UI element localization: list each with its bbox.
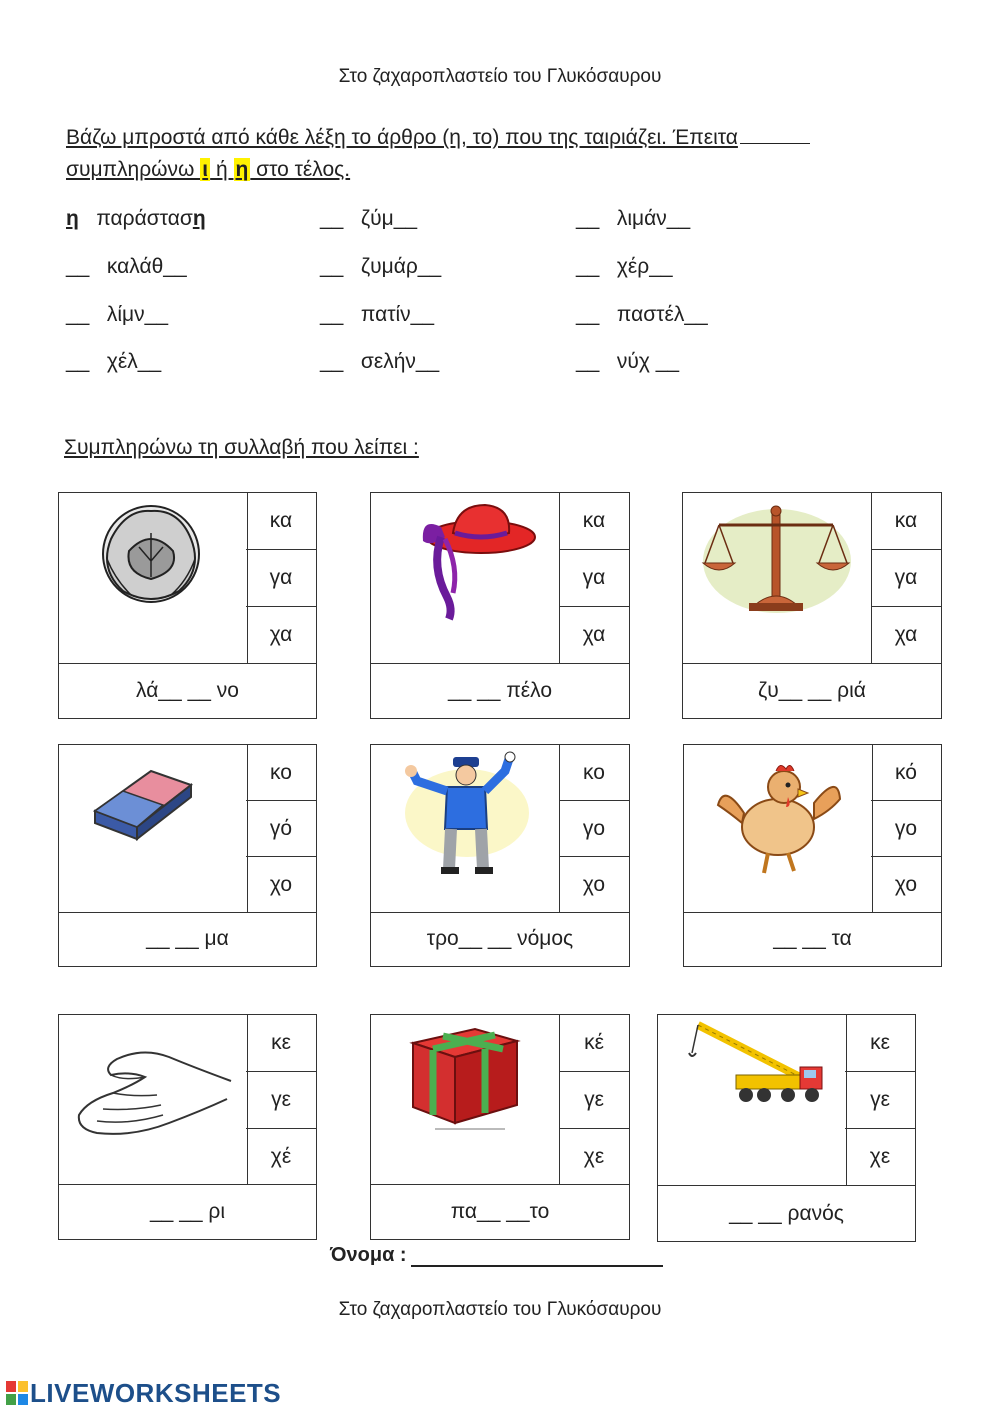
picture-cell [59, 1015, 248, 1185]
cabbage-icon [91, 499, 211, 609]
traffic-officer-icon [397, 751, 537, 881]
syllable-card [58, 744, 317, 967]
option-1[interactable]: κο [246, 745, 316, 801]
picture-cell [371, 745, 560, 913]
option-2[interactable]: γό [246, 801, 316, 857]
option-1[interactable]: κε [845, 1015, 915, 1072]
word-item[interactable]: __ ζύμ__ [320, 207, 418, 230]
liveworksheets-logo[interactable] [6, 1378, 281, 1409]
word-item[interactable]: __ πατίν__ [320, 303, 435, 326]
picture-cell [59, 745, 248, 913]
word-item[interactable]: η παράσταση [66, 207, 206, 230]
gift-box-icon [405, 1023, 525, 1133]
option-3[interactable]: χα [559, 607, 629, 664]
hand-icon [73, 1037, 233, 1147]
instructions-line-1: Βάζω μπροστά από κάθε λέξη το άρθρο (η, το) που της ταιριάζει. Έπειτα [66, 122, 936, 154]
word-blank[interactable]: λά__ __ νο [136, 678, 239, 702]
option-1[interactable]: κό [871, 745, 941, 801]
picture-cell [59, 493, 248, 664]
word-blank[interactable]: τρο__ __ νόμος [426, 926, 574, 950]
option-1[interactable]: κο [559, 745, 629, 801]
word-blank[interactable]: __ __ ρι [150, 1199, 225, 1223]
word-item[interactable]: __ χέρ__ [576, 255, 673, 278]
option-2[interactable]: γα [246, 550, 316, 607]
option-3[interactable]: χέ [246, 1129, 316, 1185]
word-blank[interactable]: __ __ τα [773, 926, 852, 950]
red-hat-icon [401, 497, 541, 627]
option-3[interactable]: χο [246, 857, 316, 913]
option-3[interactable]: χο [559, 857, 629, 913]
highlight-iota: ι [202, 158, 209, 181]
word-item[interactable]: __ παστέλ__ [576, 303, 708, 326]
page-footer: Στο ζαχαροπλαστείο του Γλυκόσαυρου [338, 1299, 662, 1320]
word-blank[interactable]: __ __ ρανός [729, 1201, 844, 1225]
word-item[interactable]: __ λίμν__ [66, 303, 168, 326]
instructions [66, 122, 936, 186]
option-2[interactable]: γα [559, 550, 629, 607]
option-3[interactable]: χο [871, 857, 941, 913]
option-1[interactable]: κα [246, 493, 316, 550]
logo-icon [6, 1381, 28, 1405]
word-blank[interactable]: πα__ __το [450, 1199, 550, 1223]
word-blank[interactable]: __ __ μα [146, 926, 229, 950]
option-1[interactable]: κα [559, 493, 629, 550]
option-2[interactable]: γε [246, 1072, 316, 1129]
syllable-card [657, 1014, 916, 1242]
option-3[interactable]: χα [246, 607, 316, 664]
logo-text: LIVEWORKSHEETS [30, 1378, 282, 1408]
name-blank[interactable] [411, 1247, 663, 1267]
instructions-line-2: συμπληρώνω ι ή η στο τέλος. [66, 158, 351, 181]
option-2[interactable]: γο [871, 801, 941, 857]
syllable-card [370, 492, 630, 719]
page-header: Στο ζαχαροπλαστείο του Γλυκόσαυρου [338, 66, 662, 87]
scales-icon [697, 501, 857, 621]
picture-cell [658, 1015, 847, 1186]
option-2[interactable]: γε [559, 1072, 629, 1129]
picture-cell [683, 493, 872, 664]
option-1[interactable]: κε [246, 1015, 316, 1072]
option-3[interactable]: χε [845, 1129, 915, 1186]
word-item[interactable]: __ καλάθ__ [66, 255, 187, 278]
option-2[interactable]: γα [871, 550, 941, 607]
option-2[interactable]: γο [559, 801, 629, 857]
hen-icon [714, 753, 844, 883]
word-item[interactable]: __ ζυμάρ__ [320, 255, 442, 278]
option-3[interactable]: χα [871, 607, 941, 664]
picture-cell [371, 493, 560, 664]
word-item[interactable]: __ σελήν__ [320, 350, 440, 373]
exercise-2-title: Συμπληρώνω τη συλλαβή που λείπει : [64, 436, 419, 459]
eraser-icon [89, 755, 199, 845]
option-2[interactable]: γε [845, 1072, 915, 1129]
name-label: Όνομα : [330, 1244, 407, 1266]
option-3[interactable]: χε [559, 1129, 629, 1185]
word-blank[interactable]: __ __ πέλο [447, 678, 553, 702]
syllable-card [370, 1014, 630, 1240]
syllable-card [370, 744, 630, 967]
syllable-card [58, 492, 317, 719]
word-item[interactable]: __ νύχ __ [576, 350, 680, 373]
syllable-card [682, 492, 942, 719]
crane-truck-icon [688, 1019, 828, 1109]
option-1[interactable]: κα [871, 493, 941, 550]
word-blank[interactable]: ζυ__ __ ριά [758, 678, 866, 702]
picture-cell [371, 1015, 560, 1185]
picture-cell [684, 745, 873, 913]
option-1[interactable]: κέ [559, 1015, 629, 1072]
name-field[interactable] [330, 1244, 663, 1267]
word-item[interactable]: __ χέλ__ [66, 350, 162, 373]
syllable-card [683, 744, 942, 967]
word-item[interactable]: __ λιμάν__ [576, 207, 691, 230]
syllable-card [58, 1014, 317, 1240]
highlight-eta: η [235, 158, 249, 181]
